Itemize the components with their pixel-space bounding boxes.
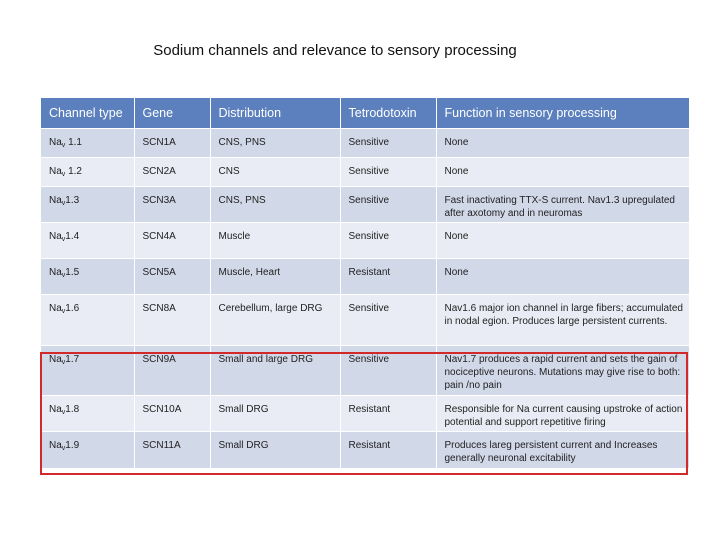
cell-function: Produces lareg persistent current and Increases generally neuronal excitability: [436, 432, 689, 468]
cell-function: None: [436, 129, 689, 158]
cell-distribution: CNS, PNS: [210, 187, 340, 223]
cell-tetrodotoxin: Sensitive: [340, 129, 436, 158]
cell-tetrodotoxin: Sensitive: [340, 346, 436, 396]
channel-prefix: Na: [49, 231, 62, 242]
header-tetrodotoxin: Tetrodotoxin: [340, 98, 436, 129]
table-row: [41, 223, 689, 259]
channel-prefix: Na: [49, 137, 62, 148]
table-row: [41, 187, 689, 223]
channel-subscript: v: [61, 272, 66, 279]
cell-function: None: [436, 158, 689, 187]
cell-tetrodotoxin: Sensitive: [340, 295, 436, 346]
channel-subscript: v: [61, 236, 66, 243]
channel-number: 1.6: [65, 303, 80, 314]
cell-distribution: CNS, PNS: [210, 129, 340, 158]
cell-distribution: Muscle, Heart: [210, 259, 340, 295]
cell-gene: SCN5A: [134, 259, 210, 295]
table-header-row: [41, 98, 689, 129]
table-row: [41, 295, 689, 346]
channel-number: 1.4: [65, 231, 80, 242]
channel-number: 1.3: [65, 195, 80, 206]
channel-prefix: Na: [49, 440, 62, 451]
cell-tetrodotoxin: Sensitive: [340, 158, 436, 187]
channel-prefix: Na: [49, 166, 62, 177]
cell-channel-type: [41, 295, 134, 346]
table-row: [41, 346, 689, 396]
cell-function: None: [436, 259, 689, 295]
table-row: [41, 396, 689, 432]
channel-number: 1.8: [65, 404, 80, 415]
page-title: Sodium channels and relevance to sensory processing: [153, 42, 517, 59]
cell-channel-type: [41, 129, 134, 158]
cell-distribution: CNS: [210, 158, 340, 187]
cell-channel-type: [41, 223, 134, 259]
cell-function: Fast inactivating TTX-S current. Nav1.3 upregulated after axotomy and in neuromas: [436, 187, 689, 223]
cell-function: Nav1.6 major ion channel in large fibers; accumulated in nodal egion. Produces large persistent currents.: [436, 295, 689, 346]
cell-tetrodotoxin: Resistant: [340, 432, 436, 468]
cell-function: Nav1.7 produces a rapid current and sets the gain of nociceptive neurons. Mutations may give rise to both: pain /no pain: [436, 346, 689, 396]
cell-tetrodotoxin: Sensitive: [340, 223, 436, 259]
table-row: [41, 129, 689, 158]
channel-prefix: Na: [49, 303, 62, 314]
channel-prefix: Na: [49, 195, 62, 206]
channel-subscript: v: [61, 308, 66, 315]
cell-tetrodotoxin: Resistant: [340, 396, 436, 432]
cell-function: None: [436, 223, 689, 259]
channel-number: 1.5: [65, 267, 80, 278]
header-distribution: Distribution: [210, 98, 340, 129]
cell-distribution: Small DRG: [210, 432, 340, 468]
table-row: [41, 432, 689, 468]
channel-subscript: v: [61, 445, 66, 452]
channel-subscript: v: [61, 409, 66, 416]
channel-subscript: v: [61, 359, 66, 366]
channel-subscript: v: [61, 200, 66, 207]
cell-gene: SCN4A: [134, 223, 210, 259]
channel-prefix: Na: [49, 354, 62, 365]
cell-gene: SCN9A: [134, 346, 210, 396]
channel-number: 1.1: [65, 137, 82, 148]
channel-number: 1.2: [65, 166, 82, 177]
cell-channel-type: [41, 259, 134, 295]
header-function: Function in sensory processing: [436, 98, 689, 129]
cell-gene: SCN2A: [134, 158, 210, 187]
channel-number: 1.9: [65, 440, 80, 451]
cell-channel-type: [41, 396, 134, 432]
header-channel-type: Channel type: [41, 98, 134, 129]
cell-tetrodotoxin: Resistant: [340, 259, 436, 295]
cell-distribution: Small DRG: [210, 396, 340, 432]
cell-channel-type: [41, 158, 134, 187]
header-gene: Gene: [134, 98, 210, 129]
channel-prefix: Na: [49, 267, 62, 278]
cell-gene: SCN8A: [134, 295, 210, 346]
cell-gene: SCN11A: [134, 432, 210, 468]
channel-subscript: v: [61, 171, 66, 178]
channel-prefix: Na: [49, 404, 62, 415]
channel-subscript: v: [61, 142, 66, 149]
table-row: [41, 259, 689, 295]
cell-gene: SCN1A: [134, 129, 210, 158]
table-row: [41, 158, 689, 187]
cell-distribution: Muscle: [210, 223, 340, 259]
cell-distribution: Cerebellum, large DRG: [210, 295, 340, 346]
channel-number: 1.7: [65, 354, 80, 365]
cell-channel-type: [41, 432, 134, 468]
cell-tetrodotoxin: Sensitive: [340, 187, 436, 223]
cell-distribution: Small and large DRG: [210, 346, 340, 396]
cell-gene: SCN3A: [134, 187, 210, 223]
cell-channel-type: [41, 187, 134, 223]
cell-channel-type: [41, 346, 134, 396]
sodium-channel-table: [41, 98, 689, 468]
cell-gene: SCN10A: [134, 396, 210, 432]
cell-function: Responsible for Na current causing upstroke of action potential and support repetitive firing: [436, 396, 689, 432]
